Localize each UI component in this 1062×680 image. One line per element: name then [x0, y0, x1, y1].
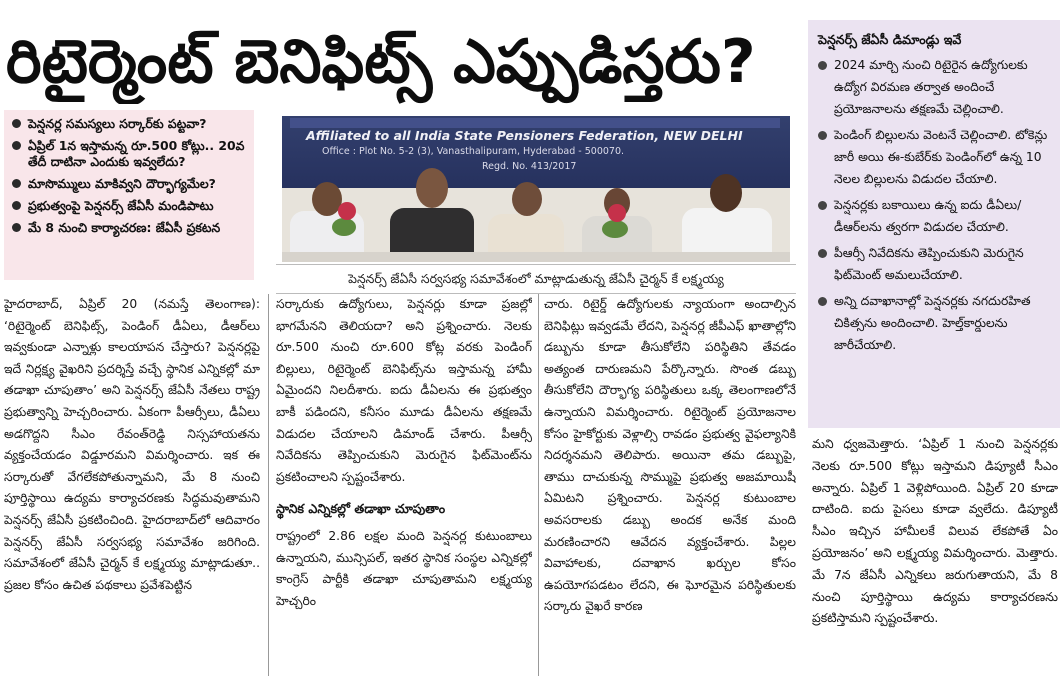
- demand-item: అన్ని దవాఖానాల్లో పెన్షనర్లకు నగదురహిత చికిత్సను అందించాలి. హెల్త్‌కార్డులను జారీచేయాలి.: [816, 290, 1052, 356]
- headline: రిటైర్మెంట్ బెనిఫిట్స్ ఎప్పుడిస్తరు?: [6, 27, 756, 97]
- bullet-icon: [818, 131, 827, 140]
- highlight-item: మాసొమ్ములు మాకివ్వని దౌర్భాగ్యమేల?: [12, 176, 248, 192]
- person-head: [710, 174, 742, 212]
- bullet-icon: [818, 61, 827, 70]
- bouquet-leaves: [332, 218, 356, 236]
- stage-table: [282, 252, 790, 262]
- demand-item: 2024 మార్చి నుంచి రిటైరైన ఉద్యోగులకు ఉద్యోగ విరమణ తర్వాత అందించే ప్రయోజనాలను తక్షణమే చెల్లించాలి.: [816, 54, 1052, 120]
- demands-list: [816, 54, 1052, 356]
- highlights-list: [12, 116, 248, 236]
- bullet-icon: [818, 201, 827, 210]
- demand-item: పెన్షనర్లకు బకాయిలు ఉన్న ఐదు డీఏలు/డీఆర్‌లను త్వరగా విడుదల చేయాలి.: [816, 194, 1052, 238]
- highlight-item: ప్రభుత్వంపై పెన్షనర్స్ జేఏసీ మండిపాటు: [12, 198, 248, 214]
- article-text: చారు. రిటైర్డ్ ఉద్యోగులకు న్యాయంగా అందాల్సిన బెనిఫిట్లు ఇవ్వడమే లేదని, పెన్షనర్ల జీపీఎఫ్ ఖాతాల్లోని డబ్బును కూడా తీసుకోలేని పరిస్థితిని తేవడం అత్యంత దారుణమని పేర్కొన్నారు. సొంత డబ్బు తీసుకోలేని దౌర్భాగ్య పరిస్థితులు ఒక్క తెలంగాణలోనే ఉన్నాయని విమర్శించారు. రిటైర్మెంట్ ప్రయోజనాల కోసం హైకోర్టుకు వెళ్లాల్సి రావడం ప్రభుత్వ వైఫల్యానికి నిదర్శనమని తెలిపారు. అయినా తమ డబ్బుపై, తాము దాచుకున్న సొమ్ముపై ప్రభుత్వ అజమాయిషీ ఏమిటని ప్రశ్నించారు. పెన్షనర్ల కుటుంబాల అవసరాలకు డబ్బు అందక అనేక మంది మరణించారని ఆవేదన వ్యక్తంచేశారు. పిల్లల వివాహాలకు, దవాఖాన ఖర్చుల కోసం ఉపయోగపడటం లేదని, ఈ ఘోరమైన పరిస్థితులకు సర్కారు వైఖరే కారణ: [544, 297, 796, 614]
- bullet-icon: [12, 223, 21, 232]
- bullet-icon: [12, 119, 21, 128]
- article-text: హైదరాబాద్, ఏప్రిల్ 20 (నమస్తే తెలంగాణ): ‘రిటైర్మెంట్ బెనిఫిట్స్, పెండింగ్ డీఏలు, డీఆర్‌లు ఇవ్వకుండా ఎన్నాళ్లు కాలయాపన చేస్తారు? పెన్షనర్లపై ఇదే నిర్లక్ష్య వైఖరిని ప్రదర్శిస్తే వచ్చే స్థానిక ఎన్నికల్లో మా తడాఖా చూపుతాం’ అని పెన్షనర్స్ జేఏసీ నేతలు రాష్ట్ర ప్రభుత్వాన్ని హెచ్చరించారు. ఏకంగా పీఆర్సీలు, డీఏలు అడగొద్దని సీఎం రేవంత్‌రెడ్డి నిస్సహాయతను వ్యక్తంచేయడం విడ్డూరమని విమర్శించారు. ఇక ఈ సర్కారుతో వేగలేకపోతున్నామని, మే 8 నుంచి పూర్తిస్థాయి ఉద్యమ కార్యాచరణకు సిద్ధమవుతామని పెన్షనర్స్ జేఏసీ ప్రకటించింది. హైదరాబాద్‌లో ఆదివారం పెన్షనర్స్ జేఏసీ సర్వసభ్య సమావేశం జరిగింది. సమావేశంలో జేఏసీ చైర్మన్ కే లక్ష్మయ్య మాట్లాడుతూ.. ప్రజల కోసం ఉచిత పథకాలు ప్రవేశపెట్టిన: [4, 297, 260, 592]
- article-column-1: [4, 294, 260, 678]
- demands-title: పెన్షనర్స్ జేఏసీ డిమాండ్లు ఇవే: [818, 32, 962, 47]
- article-subheading: స్థానిక ఎన్నికల్లో తడాఖా చూపుతాం: [276, 501, 446, 517]
- demands-box: [808, 20, 1060, 428]
- bullet-icon: [818, 297, 827, 306]
- demand-item: పెండింగ్ బిల్లులను వెంటనే చెల్లించాలి. టోకెన్లు జారీ అయి ఈ-కుబేర్‌కు పెండింగ్‌లో ఉన్న 10 నెలల బిల్లులను విడుదల చేయాలి.: [816, 124, 1052, 190]
- person-body: [390, 208, 474, 256]
- article-column-2: [276, 294, 532, 678]
- photo-caption: పెన్షనర్స్ జేఏసీ సర్వసభ్య సమావేశంలో మాట్లాడుతున్న జేఏసీ చైర్మన్ కే లక్ష్మయ్య: [276, 264, 796, 294]
- bullet-icon: [12, 179, 21, 188]
- highlight-item: మే 8 నుంచి కార్యాచరణ: జేఏసీ ప్రకటన: [12, 220, 248, 236]
- banner-line2: Office : Plot No. 5-2 (3), Vanasthalipuram, Hyderabad - 500070.: [322, 146, 625, 157]
- article-text: మని ధ్వజమెత్తారు. ‘ఏప్రిల్ 1 నుంచి పెన్షనర్లకు నెలకు రూ.500 కోట్లు ఇస్తామని డిప్యూటీ సీఎం అన్నారు. ఏప్రిల్ 1 వెళ్లిపోయింది. ఏప్రిల్ 20 కూడా దాటింది. ఐదు పైసలు కూడా వ్వలేదు. డిప్యూటీ సీఎం ఇచ్చిన హామీలకే విలువ లేకపోతే ఏం ప్రయోజనం’ అని లక్ష్మయ్య విమర్శించారు. మెత్తారు. మే 7న జేఏసీ ఎన్నికలు జరుగుతాయని, మే 8 నుంచి పూర్తిస్థాయి ఉద్యమ కార్యాచరణను ప్రకటిస్తామని స్పష్టంచేశారు.: [812, 437, 1058, 626]
- banner-line3: Regd. No. 413/2017: [482, 161, 577, 172]
- bullet-icon: [818, 249, 827, 258]
- bouquet-flowers: [608, 204, 626, 222]
- bullet-icon: [12, 141, 21, 150]
- demand-item: పీఆర్సీ నివేదికను తెప్పించుకుని మెరుగైన ఫిట్‌మెంట్ అమలుచేయాలి.: [816, 242, 1052, 286]
- banner-stripe: [290, 118, 780, 128]
- person-body: [682, 208, 772, 256]
- banner-line1: Affiliated to all India State Pensioners Federation, NEW DELHI: [306, 128, 743, 143]
- stage-banner: [282, 116, 790, 188]
- column-divider: [268, 294, 269, 676]
- person-body: [488, 214, 564, 256]
- highlights-box: [4, 110, 254, 280]
- bouquet-leaves: [602, 220, 628, 238]
- highlight-item: పెన్షనర్ల సమస్యలు సర్కార్‌కు పట్టవా?: [12, 116, 248, 132]
- column-divider: [538, 294, 539, 676]
- bullet-icon: [12, 201, 21, 210]
- article-text: సర్కారుకు ఉద్యోగులు, పెన్షనర్లు కూడా ప్రజల్లో భాగమేనని తెలియదా? అని ప్రశ్నించారు. నెలకు రూ.500 నుంచి రూ.600 కోట్ల వరకు పెండింగ్ బిల్లులు, రిటైర్మెంట్ బెనిఫిట్స్‌ను ఇస్తామన్న హామీ ఏమైందని నిలదీశారు. ఐదు డీఏలను ఈ ప్రభుత్వం బాకీ పడిందని, కనీసం మూడు డీఏలను తక్షణమే విడుదల చేయాలని డిమాండ్ చేశారు. పీఆర్సీ నివేదికను తెప్పించుకుని మెరుగైన ఫిట్‌మెంట్‌ను ప్రకటించాలని స్పష్టంచేశారు.: [276, 297, 532, 484]
- meeting-photo: [282, 116, 790, 262]
- person-head: [416, 168, 448, 208]
- article-column-3: [544, 294, 796, 678]
- article-column-4: [812, 434, 1058, 678]
- person-head: [512, 182, 542, 216]
- highlight-item: ఏప్రిల్ 1న ఇస్తామన్న రూ.500 కోట్లు.. 20వ తేదీ దాటినా ఎందుకు ఇవ్వలేదు?: [12, 138, 248, 170]
- article-text: రాష్ట్రంలో 2.86 లక్షల మంది పెన్షనర్ల కుటుంబాలు ఉన్నాయని, మున్సిపల్, ఇతర స్థానిక సంస్థల ఎన్నికల్లో కాంగ్రెస్ పార్టీకి తడాఖా చూపుతామని లక్ష్మయ్య హెచ్చరిం: [276, 528, 532, 608]
- bouquet-flowers: [338, 202, 356, 220]
